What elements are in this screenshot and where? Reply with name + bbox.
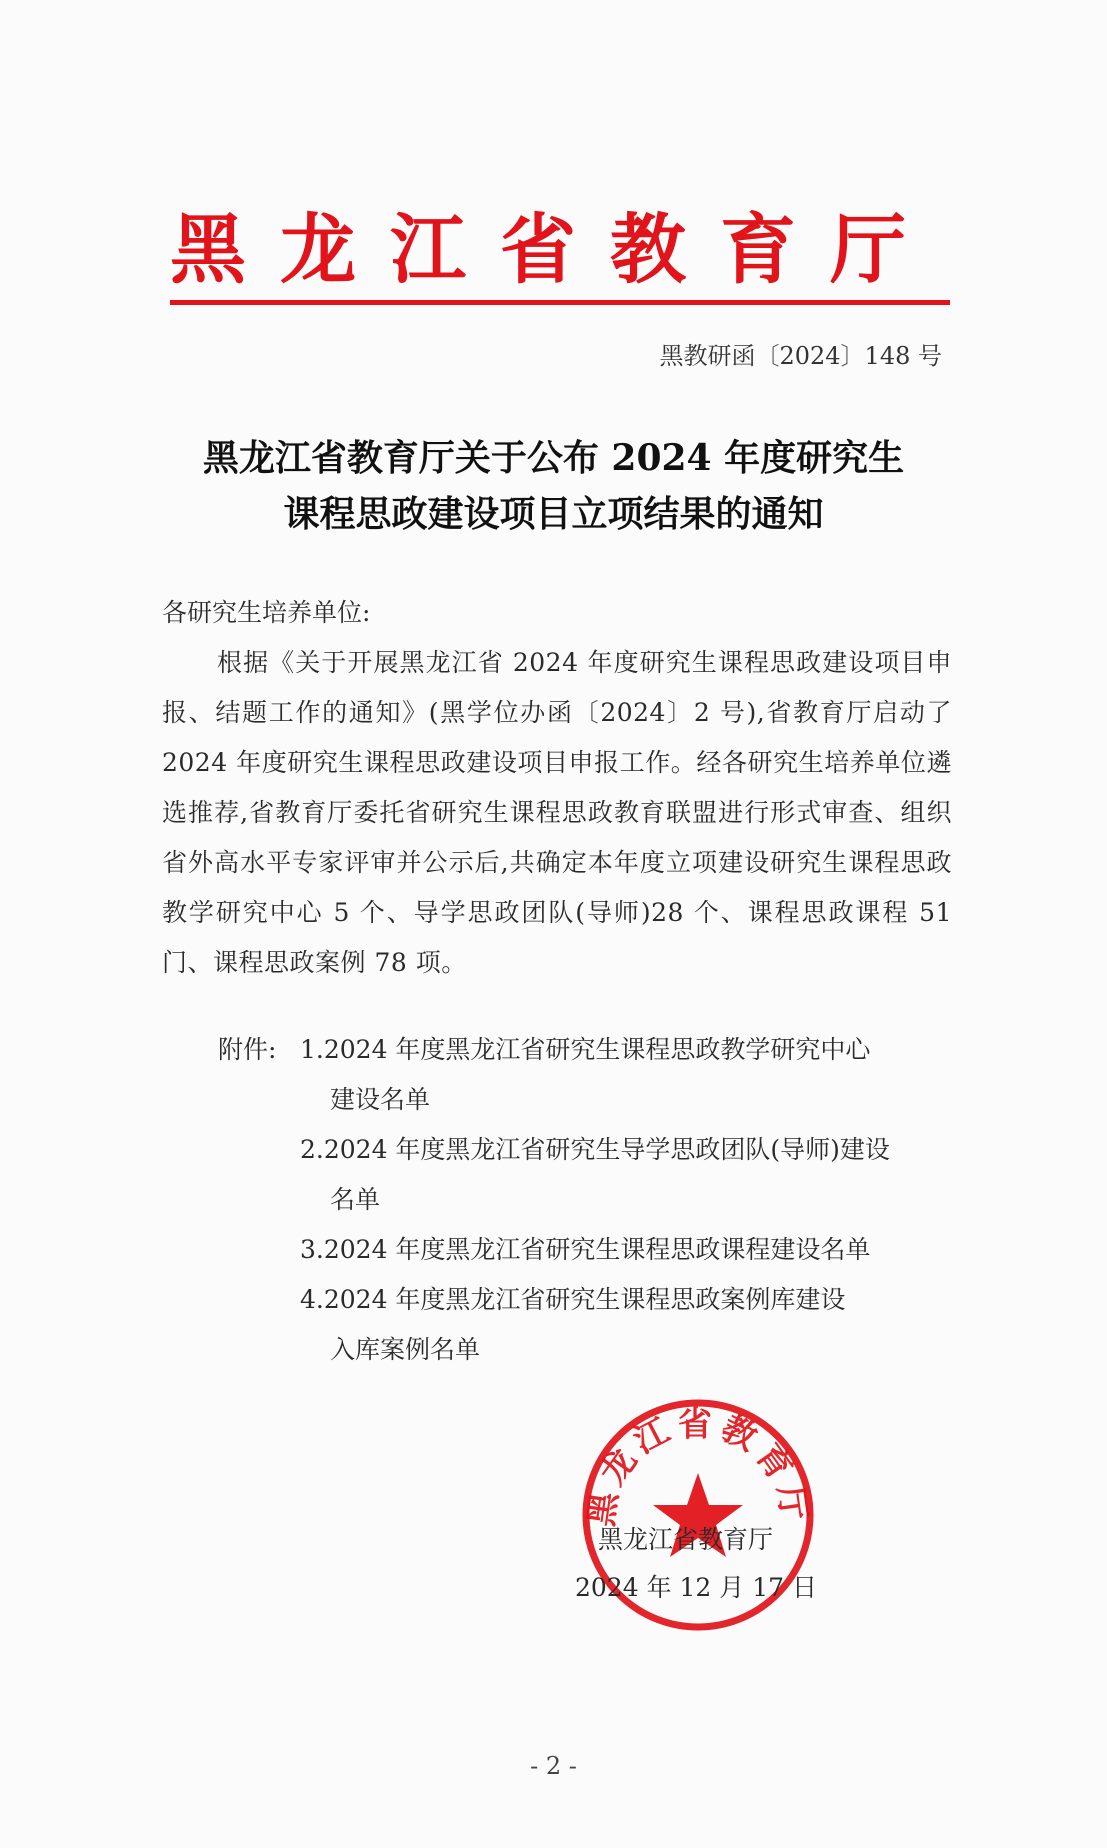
notice-title	[150, 430, 957, 542]
attachments-label: 附件:	[218, 1035, 277, 1064]
attachment-item	[300, 1225, 958, 1275]
red-divider	[170, 300, 950, 305]
notice-body	[162, 588, 952, 988]
title-line-2: 课程思政建设项目立项结果的通知	[283, 493, 824, 535]
attachment-title: 3.2024 年度黑龙江省研究生课程思政课程建设名单	[300, 1235, 871, 1264]
attachment-title-cont: 名单	[330, 1185, 381, 1214]
attachment-title-cont: 入库案例名单	[330, 1335, 481, 1364]
page-number: - 2 -	[530, 1752, 577, 1780]
attachment-title: 1.2024 年度黑龙江省研究生课程思政教学研究中心	[300, 1035, 871, 1064]
issuer-signature: 黑龙江省教育厅	[598, 1525, 774, 1554]
attachments-list	[300, 1025, 958, 1375]
document-number: 黑教研函〔2024〕148 号	[659, 342, 942, 370]
attachment-title: 4.2024 年度黑龙江省研究生课程思政案例库建设	[300, 1285, 846, 1314]
body-paragraph: 根据《关于开展黑龙江省 2024 年度研究生课程思政建设项目申报、结题工作的通知》(黑学位办函〔2024〕2 号),省教育厅启动了 2024 年度研究生课程思政建设项目申报工作。经各研究生培养单位遴选推荐,省教育厅委托省研究生课程思政教育联盟进行形式审查、组织省外高水平专家评审并公示后,共确定本年度立项建设研究生课程思政教学研究中心 5 个、导学思政团队(导师)28 个、课程思政课程 51 门、课程思政案例 78 项。	[162, 648, 952, 977]
attachment-title-cont: 建设名单	[330, 1085, 431, 1114]
attachment-item	[300, 1275, 958, 1375]
agency-masthead: 黑龙江省教育厅	[170, 205, 940, 294]
title-line-1: 黑龙江省教育厅关于公布 2024 年度研究生	[202, 437, 905, 479]
issue-date: 2024 年 12 月 17 日	[575, 1573, 817, 1602]
attachment-item	[300, 1125, 958, 1225]
attachment-title: 2.2024 年度黑龙江省研究生导学思政团队(导师)建设	[300, 1135, 890, 1164]
salutation: 各研究生培养单位:	[162, 598, 371, 627]
attachments-section	[218, 1025, 958, 1375]
attachment-item	[300, 1025, 958, 1125]
svg-text:黑龙江省教育厅: 黑龙江省教育厅	[581, 1404, 815, 1529]
